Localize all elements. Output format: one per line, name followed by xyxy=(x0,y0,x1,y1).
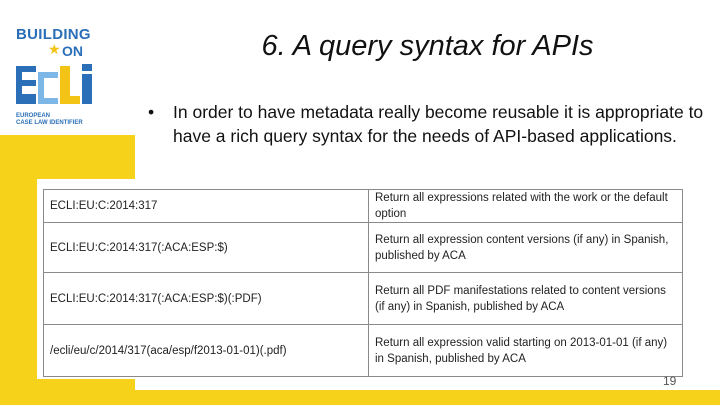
logo-subtitle-1: EUROPEAN xyxy=(16,113,51,119)
table-cell-query: ECLI:EU:C:2014:317(:ACA:ESP:$)(:PDF) xyxy=(44,273,369,325)
slide-title: 6. A query syntax for APIs xyxy=(261,30,594,62)
logo-subtitle-2: CASE LAW IDENTIFIER xyxy=(16,120,83,126)
star-icon: ★ xyxy=(48,41,61,57)
bullet-dot-icon: • xyxy=(148,102,155,122)
table-cell-query: ECLI:EU:C:2014:317(:ACA:ESP:$) xyxy=(44,223,369,273)
table-cell-description: Return all expressions related with the work or the default option xyxy=(369,190,683,223)
building-on-ecli-logo xyxy=(10,18,128,126)
query-syntax-table xyxy=(43,189,683,377)
table-row xyxy=(44,190,683,223)
ecli-mark-icon xyxy=(16,62,102,108)
table-cell-description: Return all expression valid starting on 2013-01-01 (if any) in Spanish, published by ACA xyxy=(369,325,683,377)
query-table-image xyxy=(37,179,689,379)
table-cell-description: Return all PDF manifestations related to content versions (if any) in Spanish, published by ACA xyxy=(369,273,683,325)
table-row xyxy=(44,223,683,273)
table-cell-query: /ecli/eu/c/2014/317(aca/esp/f2013-01-01)(.pdf) xyxy=(44,325,369,377)
logo-text-on: ON xyxy=(62,43,83,59)
table-row xyxy=(44,273,683,325)
bullet-point xyxy=(148,100,708,148)
table-row xyxy=(44,325,683,377)
table-cell-query: ECLI:EU:C:2014:317 xyxy=(44,190,369,223)
table-cell-description: Return all expression content versions (if any) in Spanish, published by ACA xyxy=(369,223,683,273)
page-number: 19 xyxy=(663,374,677,388)
logo-text-building: BUILDING xyxy=(16,26,91,43)
bullet-text: In order to have metadata really become reusable it is appropriate to have a rich query syntax for the needs of API-based applications. xyxy=(173,102,704,146)
